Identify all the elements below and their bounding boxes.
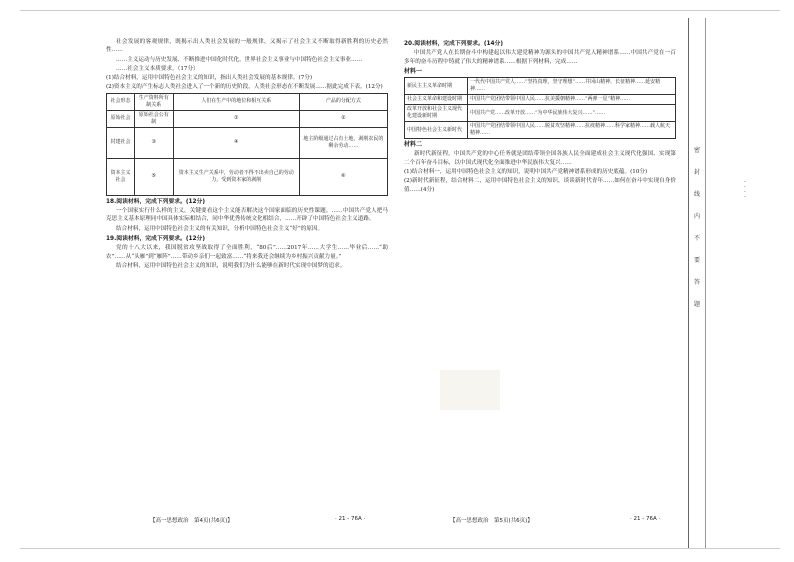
- question-20-heading: 20.阅读材料，完成下列要求。(14分): [404, 41, 503, 47]
- period-text: 中国共产党……改革开放……“为中华民族伟大复兴……”……: [468, 105, 676, 122]
- right-page: [404, 38, 676, 508]
- period-text: 中国共产党团结带领中国人民……抗美援朝精神……“两弹一星”精神……: [468, 95, 676, 105]
- left-page: [106, 38, 388, 508]
- table-row: [107, 110, 388, 127]
- top-edge: [20, 10, 780, 11]
- question-17-1: (1)结合材料，运用中国特色社会主义的知识，指出人类社会发展的基本规律。(7分): [106, 75, 313, 82]
- table-header: 生产资料所有制关系: [134, 93, 173, 110]
- binding-dots: · · · ·: [744, 179, 746, 201]
- table-cell: 封建社会: [107, 127, 135, 158]
- right-footer-code: · 21 - 76A ·: [630, 516, 661, 522]
- period-label: 改革开放和社会主义现代化建设新时期: [405, 105, 468, 122]
- table-cell: 资本主义社会: [107, 158, 135, 195]
- table-row: [405, 78, 676, 95]
- question-19-ask: 结合材料，运用中国特色社会主义的知识，说明我们为什么能够在新时代实现中国梦的追求。: [116, 262, 346, 269]
- table-cell: ⑥: [299, 158, 387, 195]
- question-20-2: (2)新时代新征程，结合材料二，运用中国特色社会主义的知识，谈谈新时代青年……如何在奋斗中实现自身价值……(4分): [404, 178, 676, 193]
- question-18-body: 一个国家实行什么样的主义，关键要看这个主义能否解决这个国家面临的历史性课题。……中国共产党人把马克思主义基本原理同中国具体实际相结合，同中华优秀传统文化相结合，……开辟了中国特色社会主义道路。: [106, 208, 388, 223]
- intro-line: ……社会主义本质要求。（17分）: [116, 65, 199, 72]
- material-2-body: 新时代新征程，中国共产党的中心任务就是团结带领全国各族人民全面建成社会主义现代化强国、实现第二个百年奋斗目标，以中国式现代化全面推进中华民族伟大复兴……: [404, 151, 676, 166]
- left-footer-code: · 21 - 76A ·: [335, 516, 366, 522]
- table-cell: ④: [173, 127, 299, 158]
- left-footer-title: 【高一思想政治 第4页(共6页)】: [150, 518, 233, 524]
- bottom-edge: [20, 548, 780, 549]
- table-cell: ②: [299, 110, 387, 127]
- question-18-ask: 结合材料，运用中国特色社会主义的有关知识，分析中国特色社会主义“好”的原因。: [116, 225, 324, 232]
- intro-line: ……主义运动与历史发展、不断推进中国化时代化，世界社会主义事业与中国特色社会主义事业……: [116, 56, 363, 63]
- period-text: 一代代中国共产党人……“坚持真理，坚守理想”……井冈山精神、长征精神……延安精神……: [468, 78, 676, 95]
- table-row: [107, 158, 388, 195]
- table-header: 人们在生产中的地位和相互关系: [173, 93, 299, 110]
- material-1-label: 材料一: [404, 67, 423, 75]
- question-20-1: (1)结合材料一，运用中国特色社会主义的知识，说明中国共产党精神谱系形成的历史底蕴。(10分): [404, 169, 648, 176]
- question-19-heading: 19.阅读材料，完成下列要求。(12分): [106, 235, 205, 242]
- intro-line: 社会发展的客观规律，既揭示出人类社会发展的一般规律，又揭示了社会主义不断取得新胜利的历史必然性……: [106, 39, 388, 54]
- table-row: [107, 127, 388, 158]
- table-header-row: [107, 93, 388, 110]
- table-cell: 原始社会公有制: [134, 110, 173, 127]
- question-18-heading: 18.阅读材料，完成下列要求。(12分): [106, 198, 205, 205]
- table-cell: ⑤: [134, 158, 173, 195]
- social-forms-table: [106, 93, 388, 196]
- right-footer-title: 【高一思想政治 第5页(共6页)】: [450, 518, 533, 524]
- table-header: 社会形态: [107, 93, 135, 110]
- question-17-2: (2)资本主义的产生标志人类社会进入了一个新的历史阶段，人类社会形态在不断发展……据此完成下表。(12分): [106, 84, 383, 91]
- table-header: 产品的分配方式: [299, 93, 387, 110]
- period-label: 中国特色社会主义新时代: [405, 122, 468, 139]
- period-label: 新民主主义革命时期: [405, 78, 468, 95]
- material-2-label: 材料二: [404, 141, 423, 149]
- table-row: [405, 95, 676, 105]
- table-row: [405, 122, 676, 139]
- table-cell: 资本主义生产关系中，劳动者不得不出卖自己的劳动力，受到资本家的剥削: [173, 158, 299, 195]
- table-row: [405, 105, 676, 122]
- table-cell: ③: [134, 127, 173, 158]
- binding-notice: 密封线内不要答题: [693, 147, 700, 308]
- table-cell: 原始社会: [107, 110, 135, 127]
- table-cell: 地主阶级通过占有土地，剥削农民的剩余劳动……: [299, 127, 387, 158]
- period-label: 社会主义革命和建设时期: [405, 95, 468, 105]
- question-19-body: 党的十八大以来，我国脱贫攻坚战取得了全面胜利，“80后”……2017年……大学生……毕业后……“助农”……从“头雁”到“雁阵”……带动乡亲们一起致富……“将来我还会继续为乡村振兴贡献力量。”: [106, 245, 388, 260]
- spirit-lineage-table: [404, 77, 676, 139]
- table-cell: ①: [173, 110, 299, 127]
- question-20-intro: 中国共产党人在长期奋斗中构建起以伟大建党精神为源头的中国共产党人精神谱系……中国共产党在一百多年的奋斗历程中铸就了伟大的精神谱系……根据下列材料，完成……: [404, 50, 676, 65]
- period-text: 中国共产党团结带领中国人民……脱贫攻坚精神……抗疫精神……科学家精神……载人航天精神……: [468, 122, 676, 139]
- faded-watermark: [440, 370, 500, 410]
